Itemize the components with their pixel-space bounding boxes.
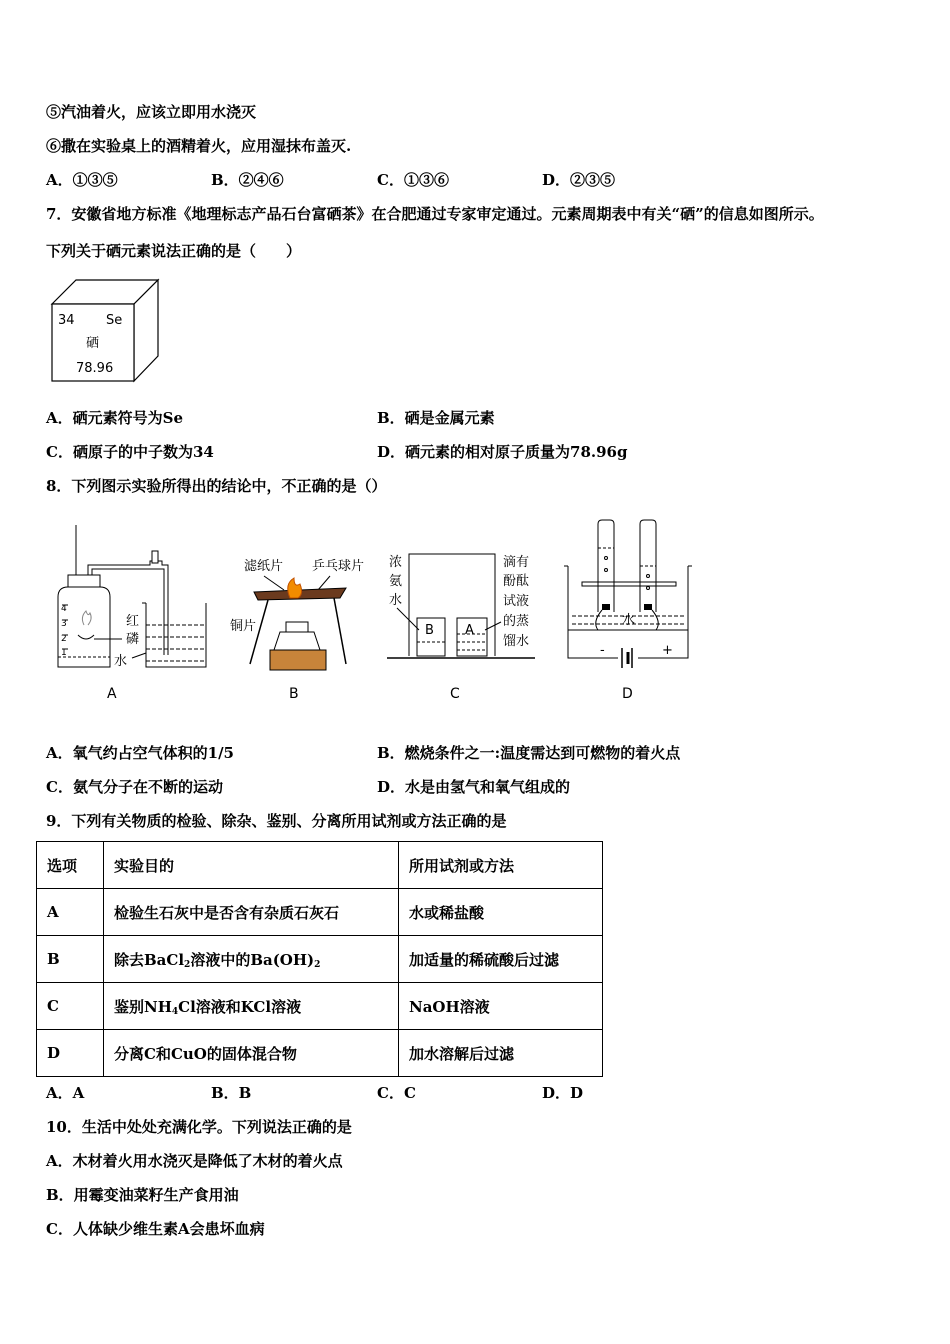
q8-option-b: B．燃烧条件之一:温度需达到可燃物的着火点 — [377, 744, 681, 762]
q6-option-b: B．②④⑥ — [211, 171, 284, 189]
header-option: 选项 — [37, 842, 104, 889]
row-method: NaOH溶液 — [399, 983, 603, 1030]
header-purpose: 实验目的 — [104, 842, 399, 889]
beaker-b-label: B — [425, 623, 434, 638]
filter-paper-label: 滤纸片 — [244, 559, 284, 574]
minus-terminal: - — [600, 643, 605, 658]
table-header-row — [37, 842, 603, 889]
q9-table — [36, 841, 603, 1077]
svg-text:的蒸: 的蒸 — [503, 614, 530, 629]
q7-stem-line-1: 7．安徽省地方标准《地理标志产品石台富硒茶》在合肥通过专家审定通过。元素周期表中有关“硒”的信息如图所示。 — [46, 205, 824, 223]
q7-option-a: A．硒元素符号为Se — [46, 409, 184, 427]
element-symbol: Se — [106, 313, 123, 328]
row-option: A — [37, 889, 104, 936]
table-row — [37, 983, 603, 1030]
q8-option-a: A．氧气约占空气体积的1/5 — [46, 744, 234, 762]
q6-item-6: ⑥撒在实验桌上的酒精着火，应用湿抹布盖灭. — [46, 137, 352, 155]
figure-b-apparatus — [228, 552, 388, 677]
element-name: 硒 — [86, 336, 100, 351]
figure-a-apparatus — [50, 525, 220, 675]
red-phosphorus-label-2: 磷 — [126, 632, 140, 647]
row-purpose: 检验生石灰中是否含有杂质石灰石 — [104, 889, 399, 936]
figure-label-a: A — [107, 686, 117, 702]
row-option: C — [37, 983, 104, 1030]
svg-text:浓: 浓 — [389, 555, 403, 570]
q9-option-a: A．A — [46, 1084, 85, 1102]
row-method: 加水溶解后过滤 — [399, 1030, 603, 1077]
svg-text:馏水: 馏水 — [503, 634, 530, 649]
table-row — [37, 1030, 603, 1077]
water-label-d: 水 — [622, 613, 636, 628]
q9-option-d: D．D — [542, 1084, 584, 1102]
q8-option-c: C．氨气分子在不断的运动 — [46, 778, 223, 796]
element-mass: 78.96 — [76, 361, 114, 376]
svg-text:1: 1 — [61, 648, 67, 658]
pingpong-label: 乒乓球片 — [312, 559, 365, 574]
table-row — [37, 889, 603, 936]
selenium-element-card — [48, 276, 164, 388]
svg-text:4: 4 — [61, 604, 67, 614]
svg-text:氨: 氨 — [389, 574, 403, 589]
water-label-a: 水 — [114, 654, 128, 669]
svg-text:3: 3 — [61, 619, 67, 629]
row-method: 水或稀盐酸 — [399, 889, 603, 936]
q6-item-5: ⑤汽油着火，应该立即用水浇灭 — [46, 103, 257, 121]
svg-text:滴有: 滴有 — [503, 555, 530, 570]
svg-text:酚酞: 酚酞 — [503, 574, 530, 589]
row-purpose: 分离C和CuO的固体混合物 — [104, 1030, 399, 1077]
row-option: B — [37, 936, 104, 983]
q6-option-d: D．②③⑤ — [542, 171, 616, 189]
table-row — [37, 936, 603, 983]
svg-text:试液: 试液 — [503, 594, 530, 609]
red-phosphorus-label-1: 红 — [126, 614, 140, 629]
header-method: 所用试剂或方法 — [399, 842, 603, 889]
q8-option-d: D．水是由氢气和氧气组成的 — [377, 778, 571, 796]
q6-option-a: A．①③⑤ — [46, 171, 118, 189]
q10-option-c: C．人体缺少维生素A会患坏血病 — [46, 1220, 265, 1238]
figure-label-c: C — [450, 686, 460, 702]
figure-label-d: D — [622, 686, 633, 702]
beaker-a-label: A — [465, 623, 474, 638]
q7-stem-line-2: 下列关于硒元素说法正确的是（ ） — [46, 242, 302, 260]
q7-option-b: B．硒是金属元素 — [377, 409, 495, 427]
row-method: 加适量的稀硫酸后过滤 — [399, 936, 603, 983]
q10-option-a: A．木材着火用水浇灭是降低了木材的着火点 — [46, 1152, 343, 1170]
figure-label-b: B — [289, 686, 299, 702]
svg-text:水: 水 — [389, 593, 403, 608]
q9-option-b: B．B — [211, 1084, 252, 1102]
q9-stem: 9．下列有关物质的检验、除杂、鉴别、分离所用试剂或方法正确的是 — [46, 812, 507, 830]
figure-d-apparatus — [562, 518, 697, 678]
q7-option-d: D．硒元素的相对原子质量为78.96g — [377, 443, 628, 461]
copper-label: 铜片 — [230, 619, 257, 634]
figure-c-apparatus — [385, 550, 545, 665]
plus-terminal: + — [662, 643, 673, 658]
svg-text:2: 2 — [61, 634, 67, 644]
element-number: 34 — [58, 313, 75, 328]
q9-option-c: C．C — [377, 1084, 416, 1102]
q6-option-c: C．①③⑥ — [377, 171, 449, 189]
row-purpose: 除去BaCl$_2$溶液中的$Ba(OH)_2$ — [104, 936, 399, 983]
q10-stem: 10．生活中处处充满化学。下列说法正确的是 — [46, 1118, 352, 1136]
row-option: D — [37, 1030, 104, 1077]
q10-option-b: B．用霉变油菜籽生产食用油 — [46, 1186, 239, 1204]
row-purpose: 鉴别$NH_4Cl$溶液和KCl溶液 — [104, 983, 399, 1030]
q8-stem: 8．下列图示实验所得出的结论中，不正确的是（） — [46, 477, 387, 495]
q7-option-c: C．硒原子的中子数为34 — [46, 443, 214, 461]
